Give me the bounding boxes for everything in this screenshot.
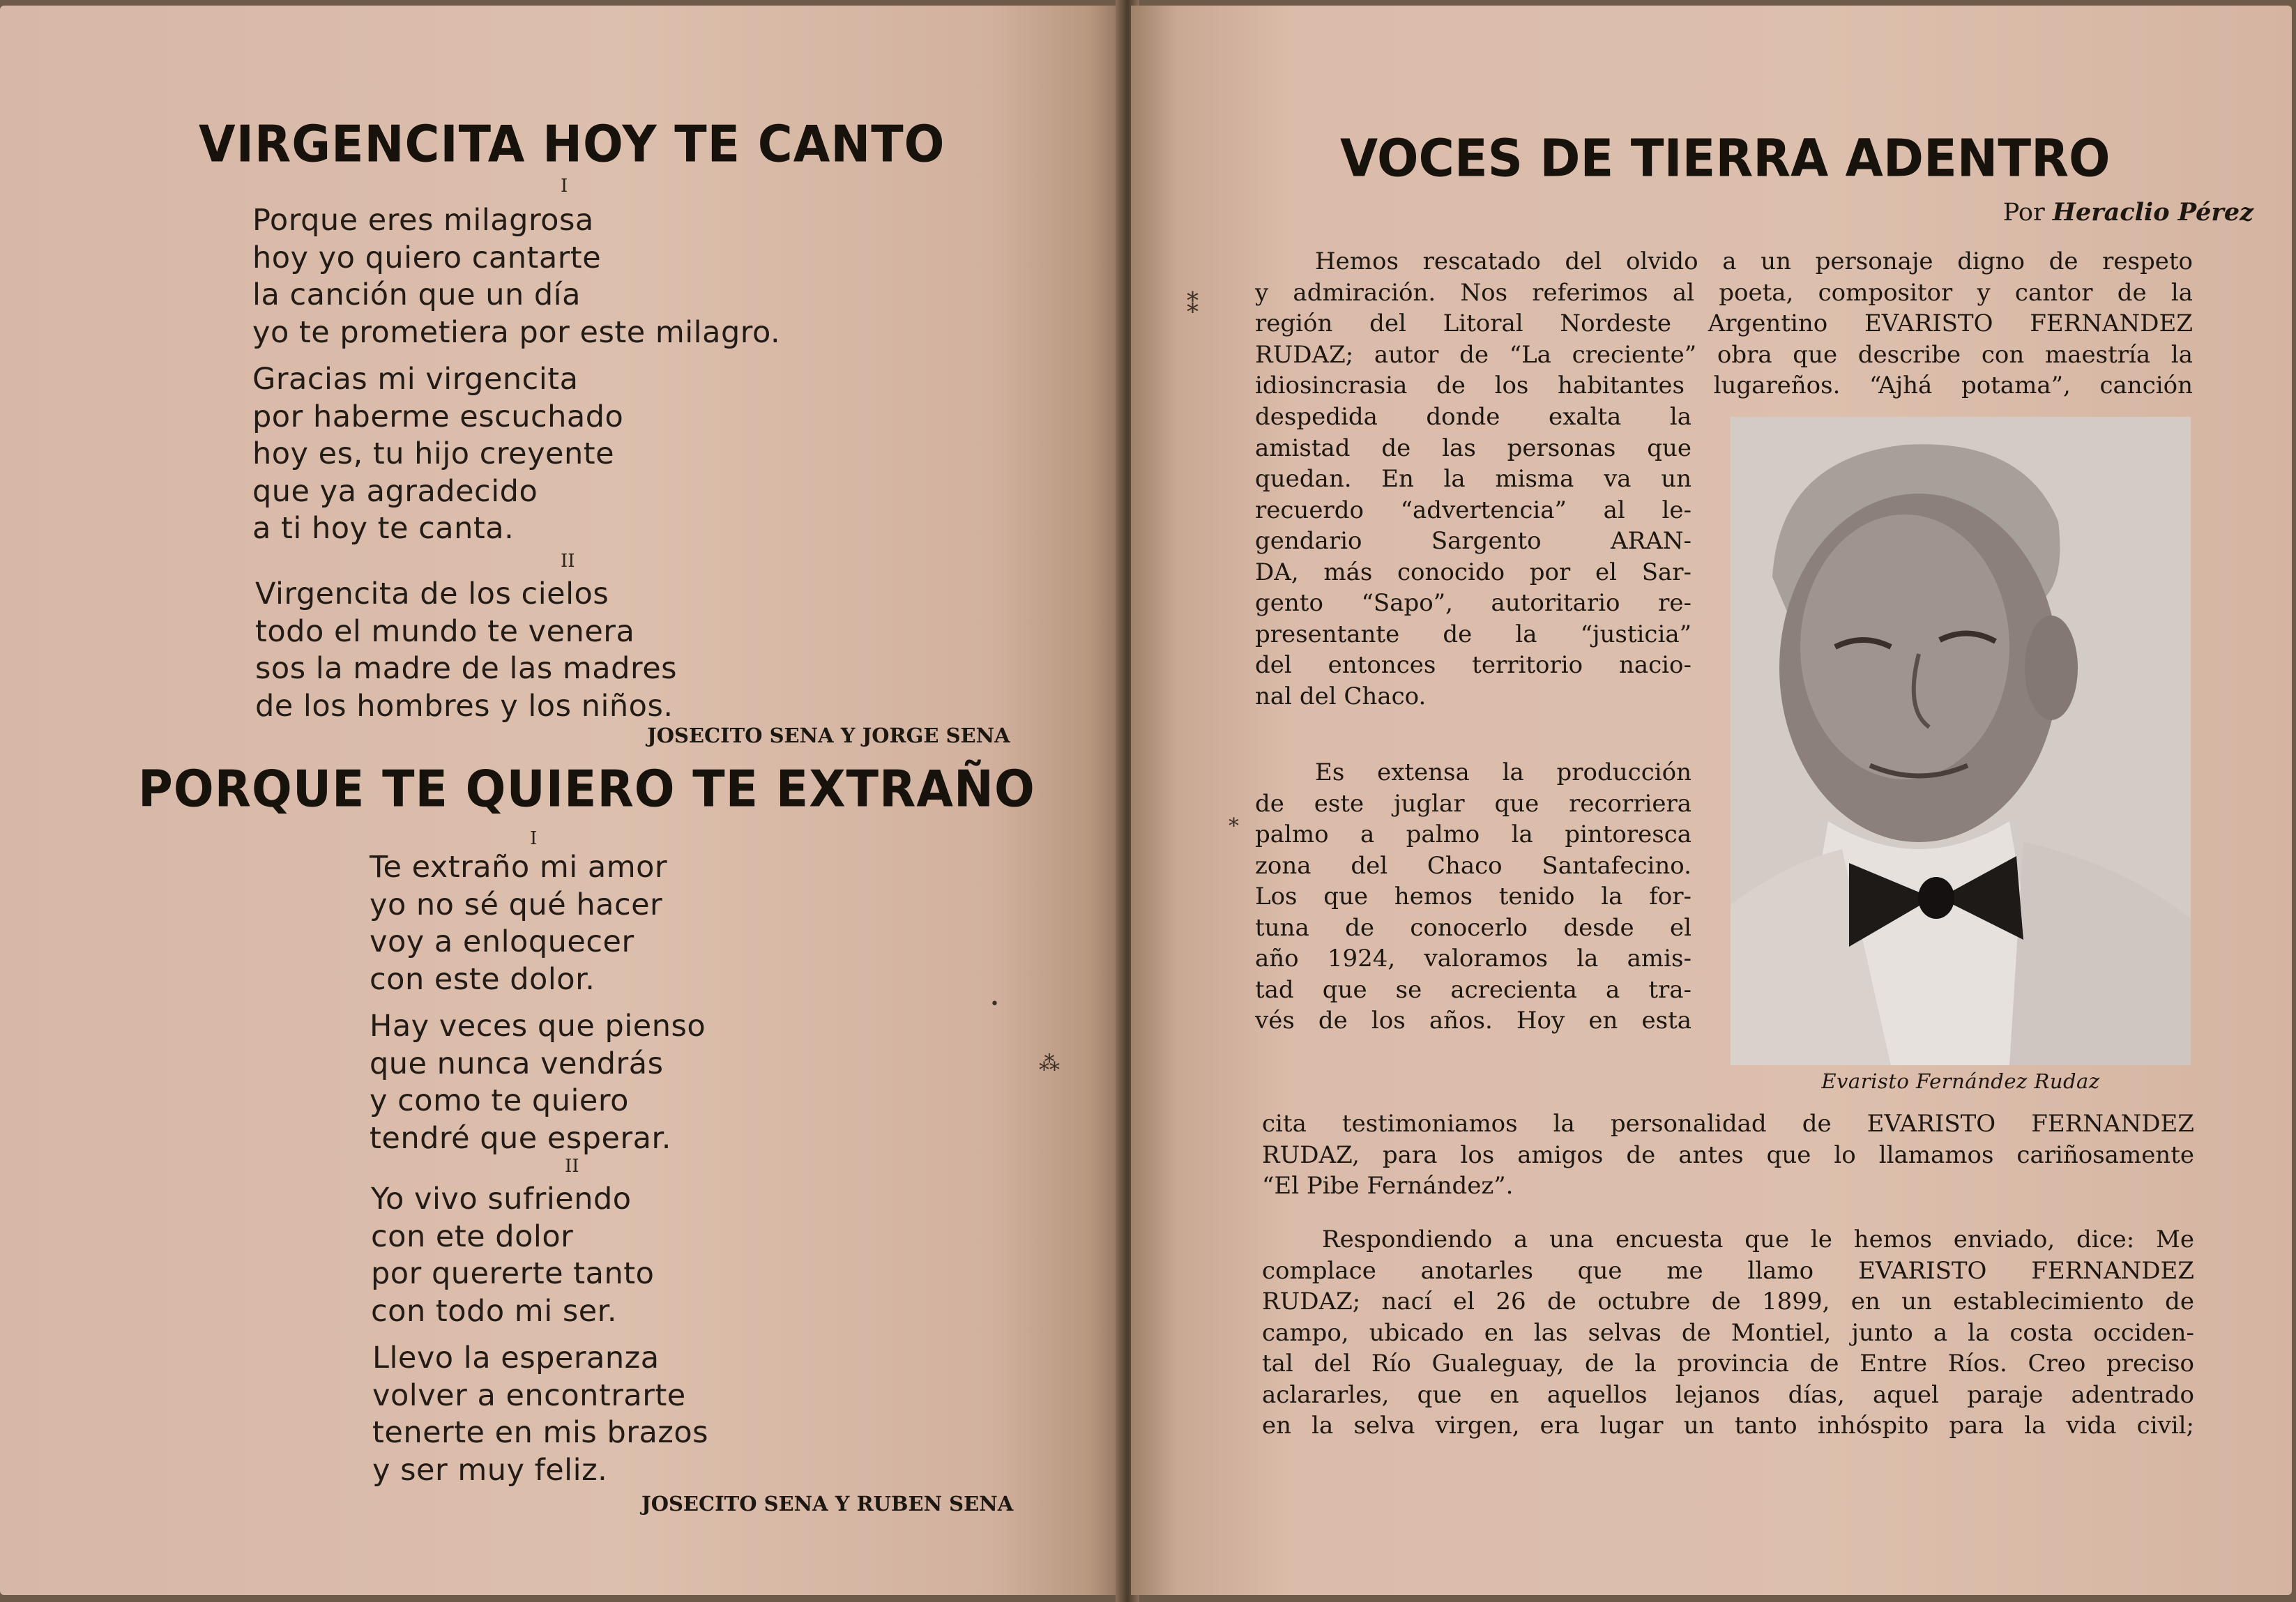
verse-line: yo te prometiera por este milagro. bbox=[252, 314, 781, 350]
text-line: aclararles, que en aquellos lejanos días, aquel paraje adentrado bbox=[1262, 1380, 2194, 1409]
text-line: tad que se acrecienta a tra- bbox=[1255, 975, 1691, 1004]
verse-line: volver a encontrarte bbox=[372, 1378, 686, 1413]
text-line: del entonces territorio nacio- bbox=[1255, 651, 1691, 679]
text-line: gento “Sapo”, autoritario re- bbox=[1255, 589, 1691, 617]
text-line: RUDAZ, para los amigos de antes que lo llamamos cariñosamente bbox=[1262, 1141, 2194, 1169]
verse-line: que ya agradecido bbox=[252, 473, 538, 509]
text-line: amistad de las personas que bbox=[1255, 434, 1691, 462]
verse-line: Gracias mi virgencita bbox=[252, 362, 579, 397]
verse-line: por quererte tanto bbox=[371, 1256, 655, 1291]
text-line: nal del Chaco. bbox=[1255, 682, 1427, 710]
text-line: vés de los años. Hoy en esta bbox=[1255, 1007, 1691, 1035]
left-page bbox=[0, 6, 1124, 1595]
text-line: complace anotarles que me llamo EVARISTO FERNANDEZ bbox=[1262, 1256, 2194, 1285]
song2-part1-numeral: I bbox=[530, 828, 538, 849]
text-line: región del Litoral Nordeste Argentino EVARISTO FERNANDEZ bbox=[1255, 310, 2193, 337]
text-line: idiosincrasia de los habitantes lugareños. “Ajhá potama”, canción bbox=[1255, 372, 2193, 399]
text-line: gendario Sargento ARAN- bbox=[1255, 527, 1691, 555]
verse-line: tenerte en mis brazos bbox=[372, 1415, 709, 1450]
verse-line: hoy es, tu hijo creyente bbox=[252, 436, 615, 471]
byline-author: Heraclio Pérez bbox=[2052, 198, 2253, 227]
portrait-photo bbox=[1731, 417, 2191, 1065]
text-line: palmo a palmo la pintoresca bbox=[1255, 821, 1691, 848]
text-line: tuna de conocerlo desde el bbox=[1255, 913, 1691, 942]
byline-prefix: Por bbox=[2002, 199, 2045, 227]
article-paragraph-3 bbox=[1262, 1224, 2194, 1442]
text-line: DA, más conocido por el Sar- bbox=[1255, 558, 1691, 586]
song-title-porque-te-quiero: PORQUE TE QUIERO TE EXTRAÑO bbox=[138, 760, 1035, 819]
text-line: RUDAZ; nací el 26 de octubre de 1899, en un establecimiento de bbox=[1262, 1288, 2194, 1315]
article-title: VOCES DE TIERRA ADENTRO bbox=[1340, 128, 2111, 189]
ink-speck: ⁎ bbox=[1229, 807, 1239, 832]
song2-stanza2 bbox=[370, 1008, 706, 1157]
verse-line: Virgencita de los cielos bbox=[255, 577, 609, 611]
text-line: cita testimoniamos la personalidad de EVARISTO FERNANDEZ bbox=[1262, 1110, 2194, 1138]
verse-line: Yo vivo sufriendo bbox=[371, 1182, 632, 1216]
verse-line: con todo mi ser. bbox=[371, 1293, 618, 1329]
verse-line: por haberme escuchado bbox=[252, 399, 624, 434]
article-paragraph-1-continued bbox=[1255, 402, 1691, 712]
text-line: presentante de la “justicia” bbox=[1255, 620, 1691, 648]
verse-line: tendré que esperar. bbox=[370, 1120, 671, 1156]
song1-stanza3 bbox=[255, 576, 677, 725]
text-line: quedan. En la misma va un bbox=[1255, 465, 1691, 493]
verse-line: voy a enloquecer bbox=[370, 924, 634, 959]
byline bbox=[2003, 198, 2253, 227]
verse-line: a ti hoy te canta. bbox=[252, 511, 515, 546]
verse-line: la canción que un día bbox=[252, 277, 581, 312]
verse-line: con ete dolor bbox=[371, 1219, 574, 1254]
text-line: tal del Río Gualeguay, de la provincia de Entre Ríos. Creo preciso bbox=[1262, 1350, 2194, 1378]
ink-speck: • bbox=[990, 995, 999, 1013]
text-line: Respondiendo a una encuesta que le hemos enviado, dice: Me bbox=[1322, 1226, 2194, 1253]
text-line: “El Pibe Fernández”. bbox=[1262, 1172, 1514, 1200]
verse-line: Te extraño mi amor bbox=[370, 850, 668, 885]
portrait-illustration bbox=[1731, 417, 2191, 1065]
text-line: en la selva virgen, era lugar un tanto inhóspito para la vida civil; bbox=[1262, 1412, 2194, 1440]
ink-speck: ⁂ bbox=[1039, 1051, 1060, 1076]
text-line: RUDAZ; autor de “La creciente” obra que describe con maestría la bbox=[1255, 340, 2193, 369]
verse-line: y como te quiero bbox=[370, 1083, 629, 1118]
photo-caption: Evaristo Fernández Rudaz bbox=[1821, 1069, 2100, 1093]
verse-line: Llevo la esperanza bbox=[372, 1341, 660, 1375]
text-line: Hemos rescatado del olvido a un personaje digno de respeto bbox=[1315, 247, 2193, 275]
song1-part1-numeral: I bbox=[561, 176, 568, 197]
verse-line: con este dolor. bbox=[370, 961, 595, 997]
text-line: zona del Chaco Santafecino. bbox=[1255, 851, 1691, 880]
text-line: despedida donde exalta la bbox=[1255, 403, 1691, 431]
song2-part2-numeral: II bbox=[565, 1156, 579, 1177]
verse-line: yo no sé qué hacer bbox=[370, 887, 663, 922]
text-line: Es extensa la producción bbox=[1315, 758, 1691, 786]
ink-speck: ⁑ bbox=[1187, 291, 1199, 319]
song2-authors: JOSECITO SENA Y RUBEN SENA bbox=[641, 1492, 1014, 1516]
verse-line: hoy yo quiero cantarte bbox=[252, 240, 602, 275]
text-line: año 1924, valoramos la amis- bbox=[1255, 945, 1691, 972]
text-line: de este juglar que recorriera bbox=[1255, 789, 1691, 818]
verse-line: que nunca vendrás bbox=[370, 1046, 664, 1081]
song1-part2-numeral: II bbox=[561, 551, 575, 572]
song-title-virgencita: VIRGENCITA HOY TE CANTO bbox=[199, 115, 945, 174]
verse-line: y ser muy feliz. bbox=[372, 1452, 608, 1488]
article-paragraph-2-continued bbox=[1262, 1108, 2194, 1202]
song1-stanza1 bbox=[252, 202, 780, 351]
song2-stanza1 bbox=[370, 849, 667, 998]
song1-authors: JOSECITO SENA Y JORGE SENA bbox=[647, 724, 1010, 747]
verse-line: Hay veces que pienso bbox=[370, 1009, 706, 1044]
article-paragraph-1 bbox=[1255, 246, 2193, 402]
verse-line: sos la madre de las madres bbox=[255, 651, 678, 686]
verse-line: todo el mundo te venera bbox=[255, 613, 635, 649]
song2-stanza3 bbox=[371, 1181, 654, 1330]
verse-line: de los hombres y los niños. bbox=[255, 688, 674, 724]
verse-line: Porque eres milagrosa bbox=[252, 203, 594, 238]
text-line: y admiración. Nos referimos al poeta, compositor y cantor de la bbox=[1255, 278, 2193, 307]
text-line: recuerdo “advertencia” al le- bbox=[1255, 496, 1691, 524]
text-line: campo, ubicado en las selvas de Montiel, junto a la costa occiden- bbox=[1262, 1318, 2194, 1347]
song2-stanza4 bbox=[372, 1340, 708, 1489]
right-page bbox=[1131, 6, 2292, 1595]
text-line: Los que hemos tenido la for- bbox=[1255, 883, 1691, 910]
article-paragraph-2 bbox=[1255, 757, 1691, 1037]
song1-stanza2 bbox=[252, 361, 623, 548]
